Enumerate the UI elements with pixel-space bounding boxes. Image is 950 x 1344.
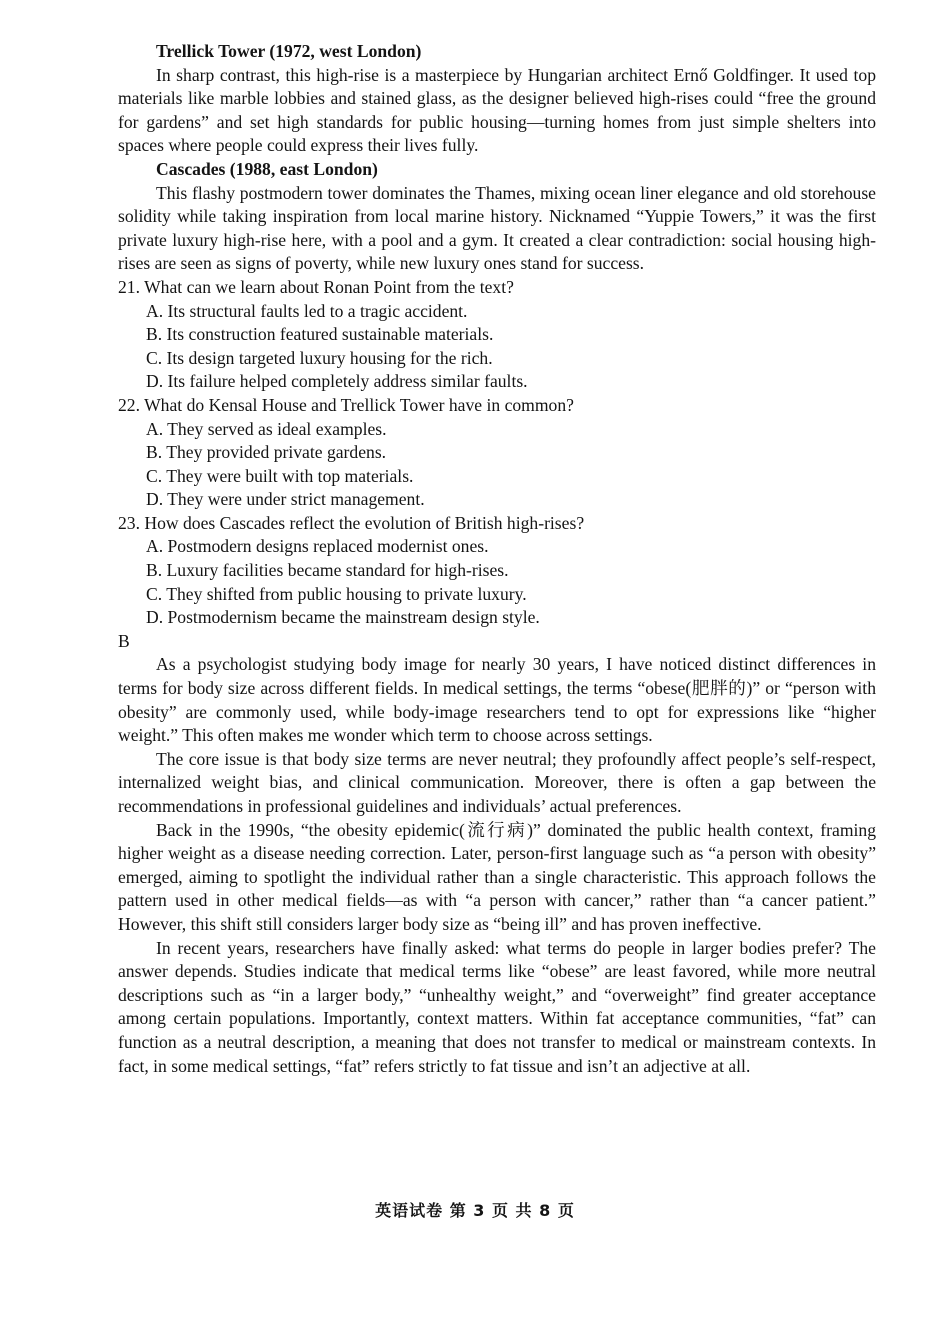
question-23 [118, 512, 876, 630]
option-b: B. Its construction featured sustainable materials. [146, 324, 494, 345]
passage-b-paragraph-2: The core issue is that body size terms are never neutral; they profoundly affect people’s self-respect, internalized weight bias, and clinical communication. Moreover, there is often a gap between the recommendations in professional guidelines and individuals’ actual preferences. [118, 748, 876, 816]
page-footer: 英语试卷 第 3 页 共 8 页 [375, 1201, 575, 1220]
option-d: D. Postmodernism became the mainstream design style. [146, 607, 540, 628]
option-a: A. They served as ideal examples. [146, 418, 387, 439]
option-a: A. Its structural faults led to a tragic accident. [146, 300, 468, 321]
option-d: D. They were under strict management. [146, 489, 425, 510]
passage-b-paragraph-3: Back in the 1990s, “the obesity epidemic(流行病)” dominated the public health context, framing higher weight as a disease needing correction. Later, person-first language such as “a person with obesity” emerged, aiming to spotlight the individual rather than a single characteristic. This approach follows the pattern used in other medical fields—as with “a person with cancer,” rather than “a cancer patient.” However, this shift still considers larger body size as “being ill” and has proven ineffective. [118, 819, 876, 934]
trellick-heading: Trellick Tower (1972, west London) [156, 41, 422, 61]
question-stem: 22. What do Kensal House and Trellick Tower have in common? [118, 394, 574, 415]
option-c: C. They shifted from public housing to private luxury. [146, 583, 527, 604]
page-content [118, 40, 876, 1078]
option-c: C. Its design targeted luxury housing for the rich. [146, 347, 493, 368]
question-21 [118, 276, 876, 394]
passage-b-paragraph-4: In recent years, researchers have finally asked: what terms do people in larger bodies prefer? The answer depends. Studies indicate that medical terms like “obese” are least favored, while more neutral descriptions such as “in a larger body,” “unhealthy weight,” and “overweight” find greater acceptance among certain populations. Importantly, context matters. Within fat acceptance communities, “fat” can function as a neutral description, a meaning that does not transfer to medical or mainstream contexts. In fact, in some medical settings, “fat” refers strictly to fat tissue and isn’t an adjective at all. [118, 937, 876, 1076]
option-c: C. They were built with top materials. [146, 465, 414, 486]
cascades-heading: Cascades (1988, east London) [156, 158, 378, 179]
passage-b-paragraph-1: As a psychologist studying body image for nearly 30 years, I have noticed distinct differences in terms for body size across different fields. In medical settings, the terms “obese(肥胖的)” or “person with obesity” are commonly used, while body-image researchers tend to opt for expressions like “higher weight.” This often makes me wonder which term to choose across settings. [118, 654, 876, 746]
option-b: B. Luxury facilities became standard for high-rises. [146, 560, 509, 581]
section-letter-b: B [118, 630, 130, 651]
option-b: B. They provided private gardens. [146, 442, 387, 463]
question-22 [118, 394, 876, 512]
trellick-paragraph: In sharp contrast, this high-rise is a masterpiece by Hungarian architect Ernő Goldfinger. It used top materials like marble lobbies and stained glass, as the designer believed high-rises could “free the ground for gardens” and set high standards for public housing—turning homes from just simple shelters into spaces where people could express their lives fully. [118, 64, 876, 156]
question-stem: 23. How does Cascades reflect the evolution of British high-rises? [118, 512, 585, 533]
cascades-paragraph: This flashy postmodern tower dominates the Thames, mixing ocean liner elegance and old storehouse solidity while taking inspiration from local marine history. Nicknamed “Yuppie Towers,” it was the first private luxury high-rise here, with a pool and a gym. It created a clear contradiction: social housing high-rises are seen as signs of poverty, while new luxury ones stand for success. [118, 182, 876, 274]
option-d: D. Its failure helped completely address similar faults. [146, 371, 528, 392]
option-a: A. Postmodern designs replaced modernist ones. [146, 536, 489, 557]
question-stem: 21. What can we learn about Ronan Point from the text? [118, 276, 514, 297]
